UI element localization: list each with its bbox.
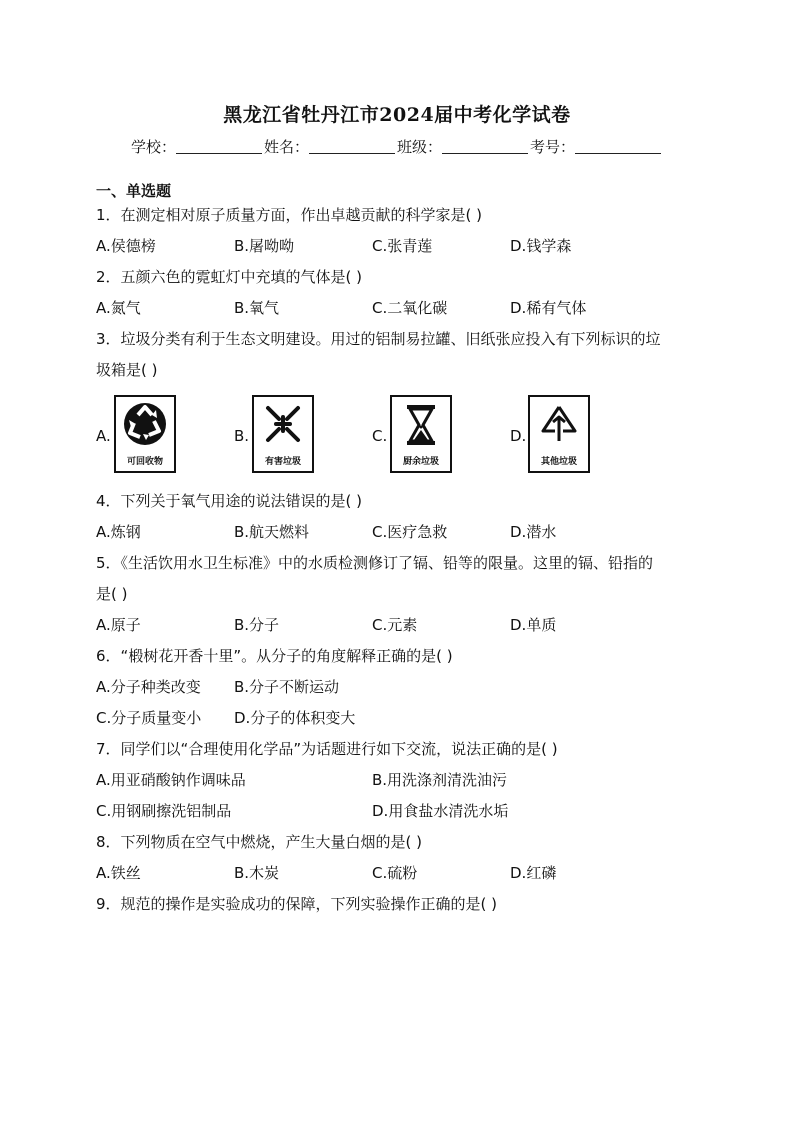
food-waste-sign <box>390 395 452 473</box>
q3-option-d-letter: D. <box>510 427 527 445</box>
q4-option-a: A.炼钢 <box>96 523 141 541</box>
question-7-stem: 7．同学们以“合理使用化学品”为话题进行如下交流，说法正确的是( ) <box>96 740 558 758</box>
q6-option-b: B.分子不断运动 <box>234 678 340 696</box>
other-waste-icon <box>530 397 588 457</box>
q5-option-c: C.元素 <box>372 616 418 634</box>
question-6-stem: 6．“椴树花开香十里”。从分子的角度解释正确的是( ) <box>96 647 453 665</box>
number-blank[interactable] <box>575 139 661 154</box>
q2-option-d: D.稀有气体 <box>510 299 587 317</box>
number-label: 考号： <box>530 138 576 156</box>
sign-caption-other-waste: 其他垃圾 <box>540 457 577 467</box>
q4-option-d: D.潜水 <box>510 523 557 541</box>
class-label: 班级： <box>397 138 443 156</box>
q4-option-c: C.医疗急救 <box>372 523 448 541</box>
sign-caption-recyclable: 可回收物 <box>126 457 163 467</box>
q3-option-c-letter: C. <box>372 427 388 445</box>
q5-option-b: B.分子 <box>234 616 280 634</box>
question-8-stem: 8．下列物质在空气中燃烧，产生大量白烟的是( ) <box>96 833 423 851</box>
section-heading: 一、单选题 <box>96 182 172 200</box>
question-5-stem-line1: 5．《生活饮用水卫生标准》中的水质检测修订了镉、铅等的限量。这里的镉、铅指的 <box>96 554 654 572</box>
q7-option-b: B.用洗涤剂清洗油污 <box>372 771 508 789</box>
q5-option-a: A.原子 <box>96 616 141 634</box>
school-blank[interactable] <box>176 139 262 154</box>
q6-option-c: C.分子质量变小 <box>96 709 202 727</box>
sign-caption-hazardous: 有害垃圾 <box>264 457 301 467</box>
q6-option-a: A.分子种类改变 <box>96 678 201 696</box>
q3-option-a-letter: A. <box>96 427 111 445</box>
student-info-row <box>0 136 794 157</box>
q8-option-d: D.红磷 <box>510 864 557 882</box>
question-4-stem: 4．下列关于氧气用途的说法错误的是( ) <box>96 492 363 510</box>
hourglass-icon <box>392 397 450 457</box>
other-waste-sign <box>528 395 590 473</box>
q7-option-d: D.用食盐水清洗水垢 <box>372 802 509 820</box>
q2-option-a: A.氮气 <box>96 299 141 317</box>
q5-option-d: D.单质 <box>510 616 557 634</box>
q8-option-a: A.铁丝 <box>96 864 141 882</box>
question-9-stem: 9．规范的操作是实验成功的保障，下列实验操作正确的是( ) <box>96 895 498 913</box>
question-2-stem: 2．五颜六色的霓虹灯中充填的气体是( ) <box>96 268 363 286</box>
q8-option-c: C.硫粉 <box>372 864 418 882</box>
q1-option-b: B.屠呦呦 <box>234 237 295 255</box>
question-3-stem-line2: 圾箱是( ) <box>96 361 158 379</box>
q1-option-a: A.侯德榜 <box>96 237 156 255</box>
q2-option-b: B.氧气 <box>234 299 280 317</box>
question-3-stem-line1: 3．垃圾分类有利于生态文明建设。用过的铝制易拉罐、旧纸张应投入有下列标识的垃 <box>96 330 661 348</box>
q4-option-b: B.航天燃料 <box>234 523 310 541</box>
question-5-stem-line2: 是( ) <box>96 585 128 603</box>
question-1-stem: 1．在测定相对原子质量方面，作出卓越贡献的科学家是( ) <box>96 206 483 224</box>
q6-option-d: D.分子的体积变大 <box>234 709 356 727</box>
q7-option-c: C.用钢刷擦洗铝制品 <box>96 802 232 820</box>
name-label: 姓名： <box>263 138 309 156</box>
q7-option-a: A.用亚硝酸钠作调味品 <box>96 771 246 789</box>
q2-option-c: C.二氧化碳 <box>372 299 448 317</box>
q8-option-b: B.木炭 <box>234 864 280 882</box>
q3-option-b-letter: B. <box>234 427 250 445</box>
hazard-cross-icon <box>254 397 312 457</box>
recycling-sign <box>114 395 176 473</box>
name-blank[interactable] <box>309 139 395 154</box>
recycle-icon <box>116 397 174 457</box>
q1-option-d: D.钱学森 <box>510 237 572 255</box>
hazardous-sign <box>252 395 314 473</box>
exam-title: 黑龙江省牡丹江市2024届中考化学试卷 <box>223 104 571 126</box>
sign-caption-food-waste: 厨余垃圾 <box>402 457 439 467</box>
school-label: 学校： <box>130 138 176 156</box>
q1-option-c: C.张青莲 <box>372 237 433 255</box>
class-blank[interactable] <box>442 139 528 154</box>
